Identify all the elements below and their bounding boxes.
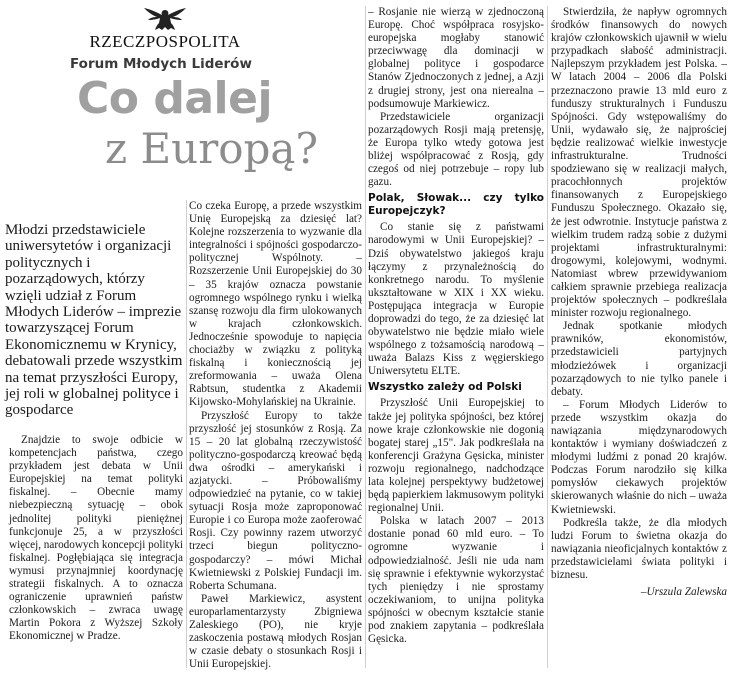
- paragraph: Paweł Markiewicz, asystent europarlamentarzysty Zbigniewa Zaleskiego (PO), nie kryje zaskoczenia postawą młodych Rosjan w czasie debaty o stosunkach Rosji i Unii Europejskiej.: [189, 592, 362, 671]
- headline-line-2: z Europą?: [105, 124, 318, 173]
- masthead-logo: [85, 6, 245, 52]
- paragraph: Znajdzie to swoje odbicie w kompetencjach państwa, czego przykładem jest debata w Unii Europejskiej na temat polityki fiskalnej. – Obecnie mamy niebezpieczną sytuację – obok jednolitej polityki pieniężnej funkcjonuje 25, a w przyszłości więcej, narodowych koncepcji polityki fiskalnej. Pogłębiająca się integracja wymusi przynajmniej koordynację strategii fiskalnych. A to oznacza ograniczenie uprawnień państw członkowskich – zwraca uwagę Martin Pokora z Wyższej Szkoły Ekonomicznej w Pradze.: [9, 434, 183, 643]
- headline-line-1: Co dalej: [77, 73, 273, 124]
- paragraph: Polska w latach 2007 – 2013 dostanie ponad 60 mld euro. – To ogromne wyzwanie i odpowiedzialność. Jeśli nie uda nam się sprawnie i efektywnie wykorzystać tych pieniędzy i nie sprostamy oczekiwaniom, to unijna polityka spójności w obecnym kształcie stanie pod znakiem zapytania – podkreślała Gęsicka.: [368, 515, 544, 646]
- article-column-4: [551, 6, 727, 599]
- subheading: Polak, Słowak... czy tylko Europejczyk?: [368, 192, 544, 218]
- lead-paragraph: Młodzi przedstawiciele uniwersytetów i organizacji politycznych i pozarządowych, którzy wzięli udział z Forum Młodych Liderów – imprezie towarzyszącej Forum Ekonomicznemu w Krynicy, debatowali przede wszystkim na temat przyszłości Europy, jej roli w globalnej polityce i gospodarce: [5, 222, 183, 419]
- column-divider: [186, 200, 187, 668]
- article-column-2: [189, 200, 362, 671]
- paragraph: Przyszłość Europy to także przyszłość jej stosunków z Rosją. Za 15 – 20 lat globalną rzeczywistość polityczno-gospodarczą kreować będą dwa ośrodki – amerykański i azjatycki. – Próbowaliśmy odpowiedzieć na pytanie, co w takiej sytuacji Rosja może zaproponować Europie i co Europa może zaoferować Rosji. Czy powinny razem utworzyć trzeci biegun polityczno-gospodarczy? – mówi Michał Kwietniewski z Polskiej Fundacji im. Roberta Schumana.: [189, 409, 362, 592]
- author-signature: –Urszula Zalewska: [640, 586, 727, 599]
- paragraph: – Forum Młodych Liderów to przede wszystkim okazja do nawiązania międzynarodowych kontaktów i wymiany doświadczeń z młodymi ludźmi z ponad 20 krajów. Podczas Forum narodziło się kilka pomysłów ciekawych projektów skierowanych właśnie do nich – uważa Kwietniewski.: [551, 398, 727, 516]
- paragraph: Stwierdziła, że napływ ogromnych środków finansowych do nowych krajów członkowskich ujawnił w wielu przypadkach słabość administracji. Najlepszym przykładem jest Polska. – W latach 2004 – 2006 dla Polski przeznaczono prawie 13 mld euro z funduszy strukturalnych i Funduszu Spójności. Gdy wstępowaliśmy do Unii, wydawało się, że najprościej będzie realizować wielkie inwestycje infrastrukturalne. Trudności spodziewano się w realizacji małych, pracochłonnych projektów finansowanych z Europejskiego Funduszu Społecznego. Okazało się, że jest odwrotnie. Instytucje państwa z wielkim trudem radzą sobie z dużymi projektami infrastrukturalnymi: drogowymi, kolejowymi, wodnymi. Natomiast wbrew przewidywaniom całkiem sprawnie przebiega realizacja projektów społecznych – podkreślała minister rozwoju regionalnego.: [551, 6, 727, 320]
- paragraph: Przyszłość Unii Europejskiej to także jej polityka spójności, bez której nowe kraje członkowskie nie dogonią bogatej starej „15". Jak podkreślała na konferencji Grażyna Gęsicka, minister rozwoju regionalnego, nadchodzące lata kolejnej perspektywy budżetowej będą papierkiem lakmusowym polityki regionalnej Unii.: [368, 397, 544, 515]
- paragraph: Co czeka Europę, a przede wszystkim Unię Europejską za dziesięć lat? Kolejne rozszerzenia to wyzwanie dla integralności i spójności gospodarczo-politycznej Wspólnoty. – Rozszerzenie Unii Europejskiej do 30 – 35 krajów oznacza powstanie ogromnego wspólnego rynku i wielką szansę rozwoju dla firm ulokowanych w krajach członkowskich. Jednocześnie spowoduje to napięcia chociażby w związku z polityką fiskalną i koniecznością jej zreformowania – uważa Olena Rabtsun, studentka z Akademii Kijowsko-Mohylańskiej na Ukrainie.: [189, 200, 362, 409]
- column-divider: [547, 6, 548, 668]
- paragraph: Przedstawiciele organizacji pozarządowych Rosji mają pretensję, że Europa tylko wtedy gotowa jest bliżej współpracować z Rosją, gdy czegoś od niej potrzebuje – ropy lub gazu.: [368, 110, 544, 189]
- eagle-icon: [142, 6, 188, 32]
- paragraph: – Rosjanie nie wierzą w zjednoczoną Europę. Choć współpraca rosyjsko-europejska mogłaby stanowić przeciwwagę dla dominacji w globalnej polityce i gospodarce Stanów Zjednoczonych z jednej, a Azji z drugiej strony, jest ona nierealna – podsumowuje Markiewicz.: [368, 6, 544, 110]
- masthead-title: RZECZPOSPOLITA: [89, 32, 241, 51]
- subheading: Wszystko zależy od Polski: [368, 381, 522, 394]
- paragraph: Podkreśla także, że dla młodych ludzi Forum to świetna okazja do nawiązania nieoficjalnych kontaktów z przedstawicielami świata polityki i biznesu.: [551, 516, 727, 582]
- kicker: Forum Młodych Liderów: [70, 56, 252, 72]
- column-divider: [365, 6, 366, 668]
- paragraph: Jednak spotkanie młodych prawników, ekonomistów, przedstawicieli partyjnych młodzieżówek i organizacji pozarządowych to nie tylko panele i debaty.: [551, 320, 727, 398]
- article-column-1: [9, 434, 183, 644]
- article-column-3: [368, 6, 544, 646]
- paragraph: Co stanie się z państwami narodowymi w Unii Europejskiej? – Dziś obywatelstwo jakiegoś kraju łączymy z przynależnością do konkretnego narodu. To myślenie ukształtowane w XIX i XX wieku. Postępująca integracja w Europie doprowadzi do tego, że za dziesięć lat obywatelstwo nie będzie miało wiele wspólnego z tożsamością narodową – uważa Balazs Kiss z węgierskiego Uniwersytetu ELTE.: [368, 221, 544, 378]
